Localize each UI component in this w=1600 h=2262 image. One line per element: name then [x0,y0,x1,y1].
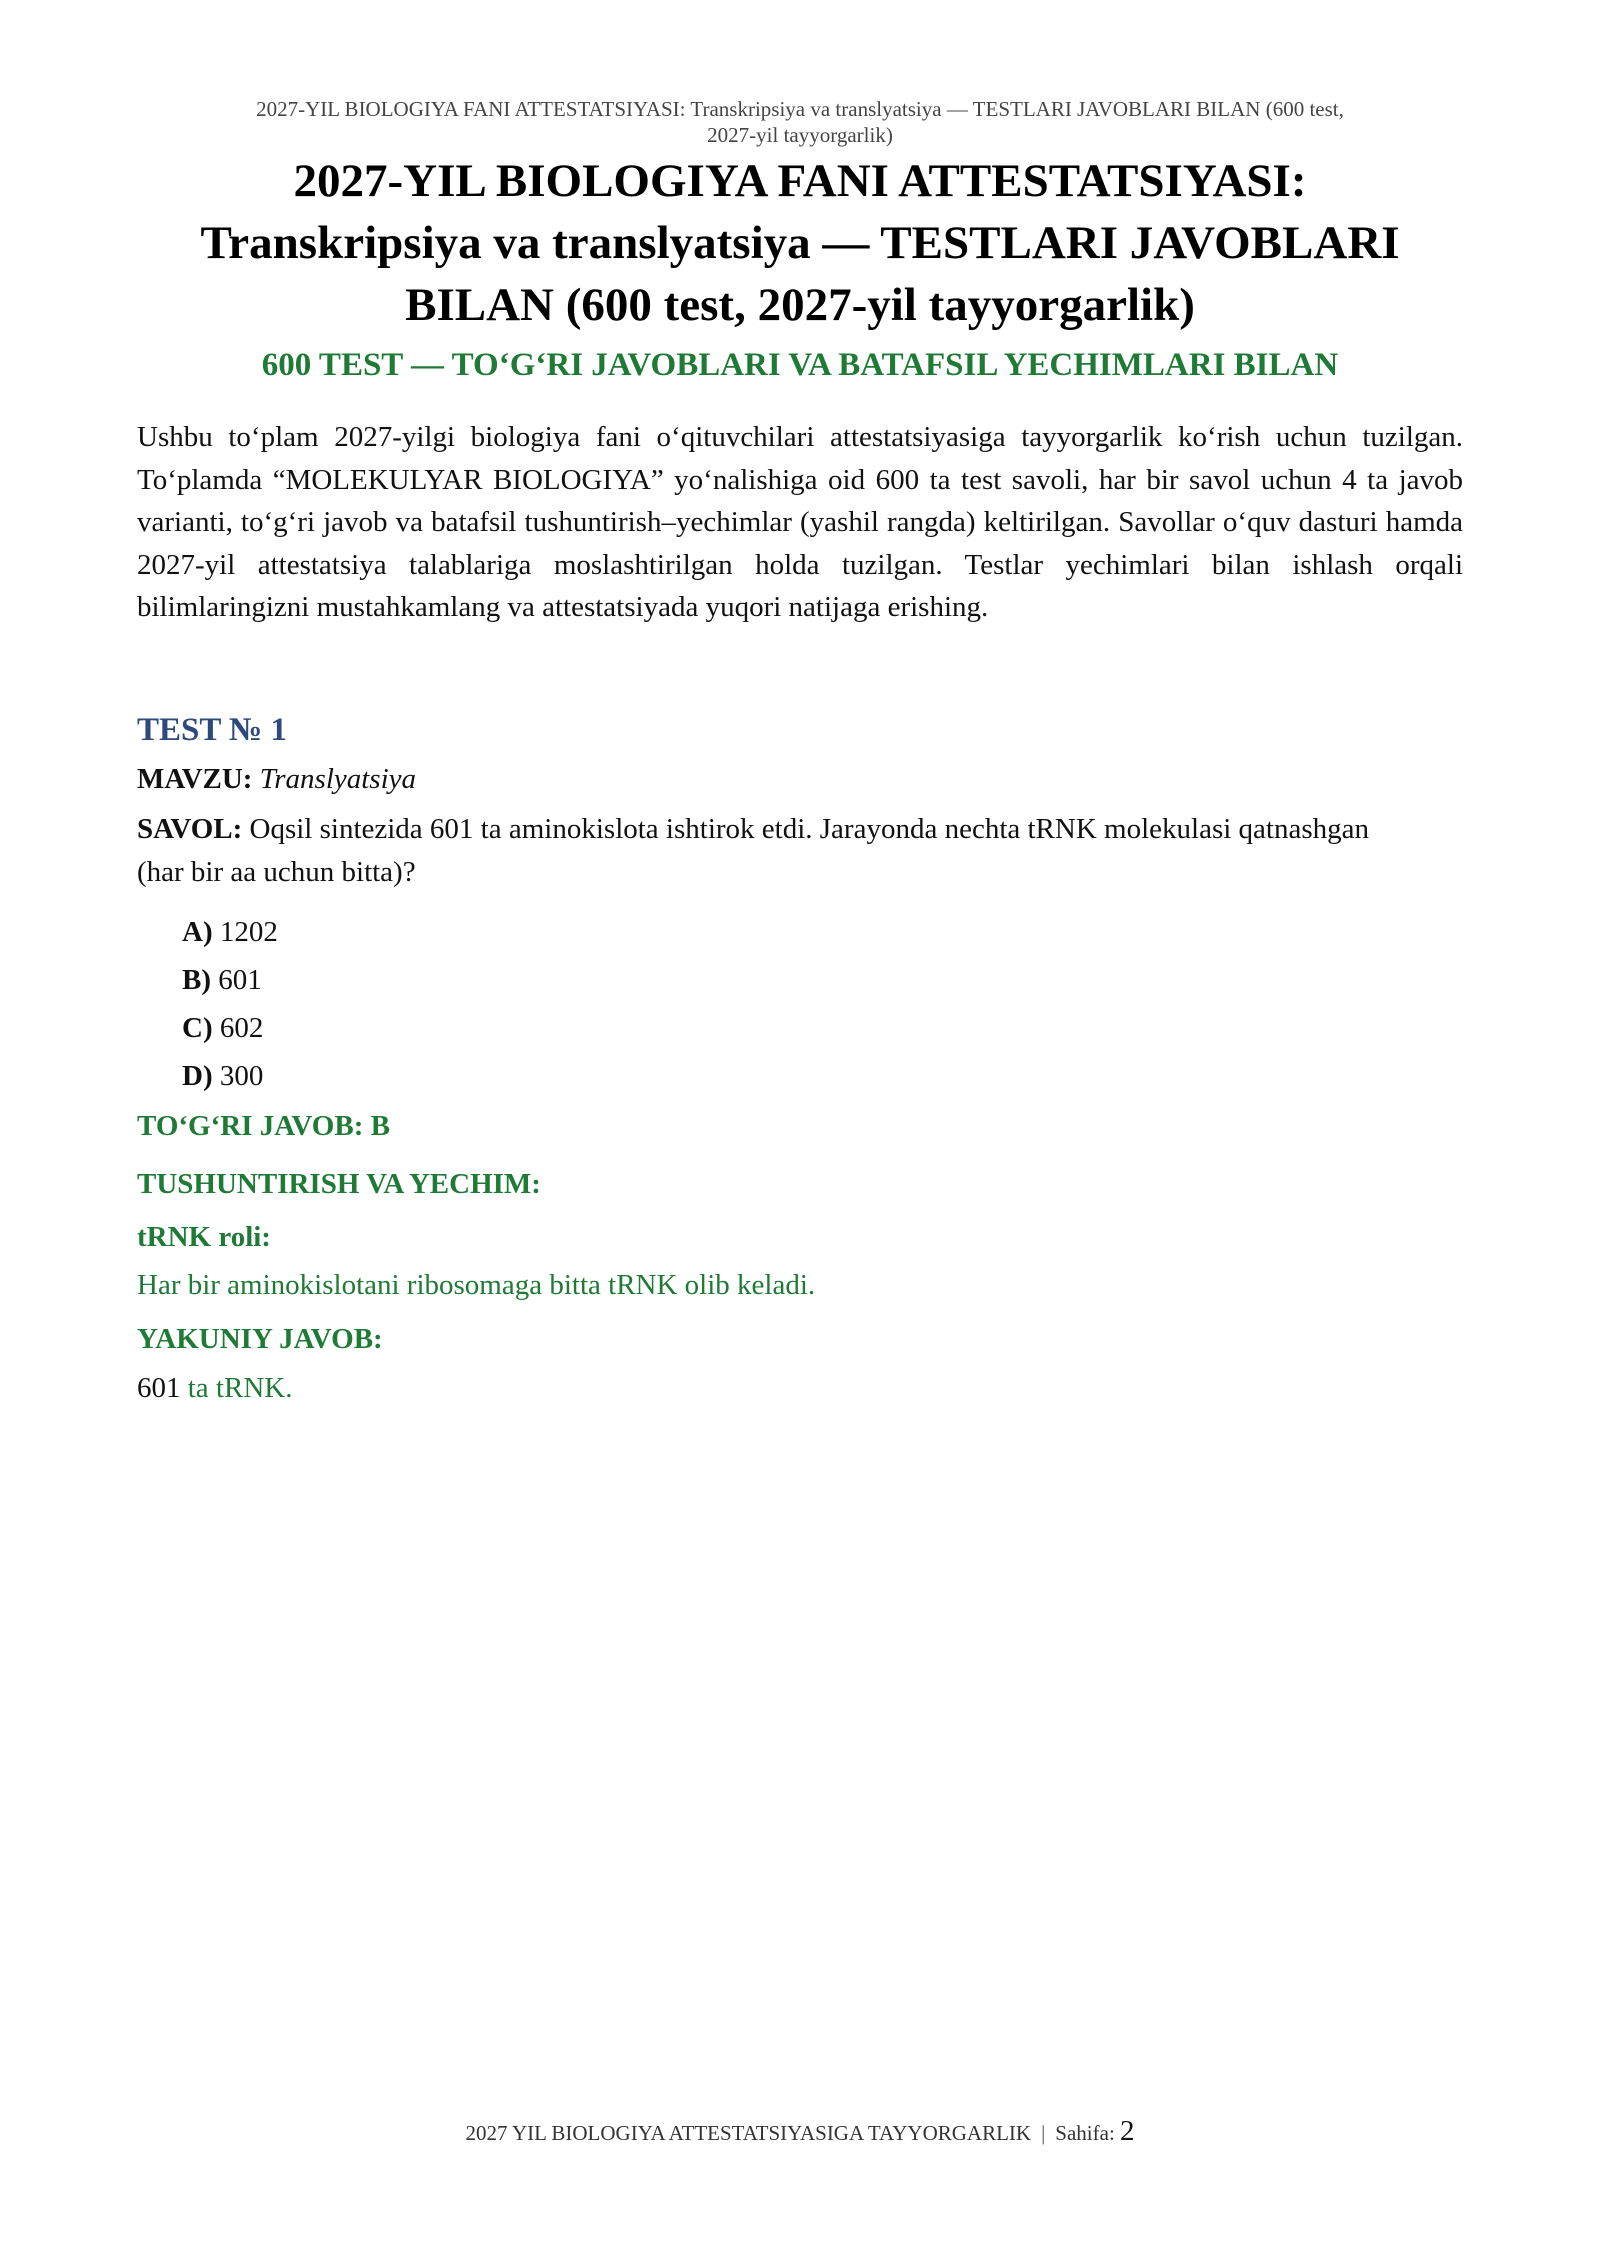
explanation-heading: TUSHUNTIRISH VA YECHIM: [137,1168,541,1200]
option-letter: C) [182,1012,213,1044]
topic-row [137,758,416,801]
footer-text: 2027 YIL BIOLOGIYA ATTESTATSIYASIGA TAYYORGARLIK [465,2121,1032,2145]
option-b [182,956,278,1004]
footer-separator: | [1041,2121,1046,2145]
option-value: 300 [219,1060,264,1092]
option-value: 1202 [219,916,278,948]
question-row [137,808,1397,893]
final-answer-number: 601 [137,1372,181,1404]
option-d [182,1052,278,1100]
page-number: 2 [1120,2115,1135,2147]
page-footer [0,2116,1600,2148]
topic-value: Translyatsiya [259,763,417,795]
footer-page-label: Sahifa: [1055,2121,1115,2145]
option-letter: A) [182,916,213,948]
document-title-line-3: BILAN (600 test, 2027-yil tayyorgarlik) [405,279,1195,331]
option-value: 602 [219,1012,264,1044]
correct-answer: TO‘G‘RI JAVOB: B [137,1110,390,1142]
document-title [130,150,1470,336]
document-title-line-2: Transkripsiya va translyatsiya — TESTLARI JAVOBLARI [200,217,1400,269]
document-subtitle: 600 TEST — TO‘G‘RI JAVOBLARI VA BATAFSIL YECHIMLARI BILAN [261,347,1339,383]
option-c [182,1004,278,1052]
final-answer-unit: ta tRNK. [187,1372,293,1404]
option-letter: D) [182,1060,213,1092]
intro-paragraph: Ushbu to‘plam 2027-yilgi biologiya fani o‘qituvchilari attestatsiyasiga tayyorgarlik ko‘rish uchun tuzilgan. To‘plamda “MOLEKULYAR BIOLOGIYA” yo‘nalishiga oid 600 ta test savoli, har bir savol uchun 4 ta javob varianti, to‘g‘ri javob va batafsil tushuntirish–yechimlar (yashil rangda) keltirilgan. Savollar o‘quv dasturi hamda 2027-yil attestatsiya talablariga moslashtirilgan holda tuzilgan. Testlar yechimlari bilan ishlash orqali bilimlaringizni mustahkamlang va attestatsiyada yuqori natijaga erishing. [137,421,1463,623]
running-header [150,96,1450,148]
option-letter: B) [182,964,211,996]
question-text: Oqsil sintezida 601 ta aminokislota ishtirok etdi. Jarayonda nechta tRNK molekulasi qatnashgan (har bir aa uchun bitta)? [137,813,1370,888]
explanation-subheading: tRNK roli: [137,1221,271,1253]
document-title-line-1: 2027-YIL BIOLOGIYA FANI ATTESTATSIYASI: [293,155,1307,207]
topic-label: MAVZU: [137,763,253,795]
final-answer-heading: YAKUNIY JAVOB: [137,1323,383,1355]
option-a [182,908,278,956]
final-answer [137,1367,292,1410]
question-label: SAVOL: [137,813,243,845]
option-value: 601 [218,964,262,996]
answer-options [182,908,278,1100]
test-heading: TEST № 1 [137,712,287,748]
running-header-line-2: 2027-yil tayyorgarlik) [707,123,893,147]
explanation-text: Har bir aminokislotani ribosomaga bitta tRNK olib keladi. [137,1269,816,1301]
running-header-line-1: 2027-YIL BIOLOGIYA FANI ATTESTATSIYASI: Transkripsiya va translyatsiya — TESTLARI JAVOBLARI BILAN (600 test, [256,97,1344,121]
